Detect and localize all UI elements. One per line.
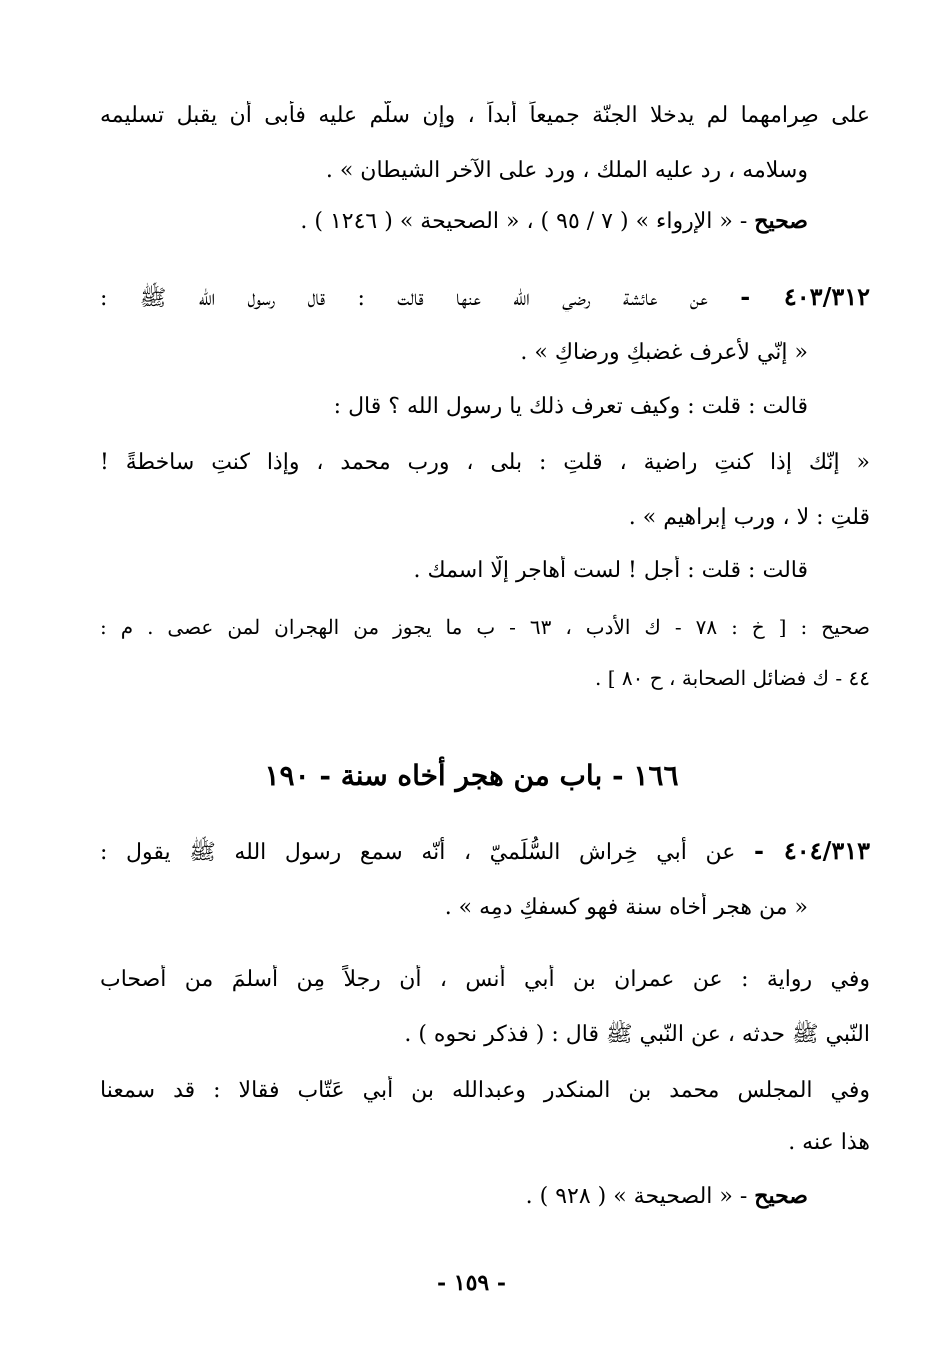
hadith-312-line-4: « إنّك إذا كنتِ راضية ، قلتِ : بلى ، ورب محمد ، وإذا كنتِ ساخطةً ! [100, 450, 870, 475]
hadith-number-313: ٤٠٤/٣١٣ - [753, 836, 870, 865]
hadith-312-first-line [100, 282, 870, 312]
hadith-312-text: عن عائشة رضي الله عنها قالت : قال رسول الله ﷺ : [100, 286, 708, 311]
hadith-312-line-3: قالت : قلت : وكيف تعرف ذلك يا رسول الله ؟ قال : [333, 394, 808, 419]
hadith-313-text: عن أبي خِراش السُّلَميّ ، أنّه سمع رسول الله ﷺ يقول : [100, 840, 736, 865]
source-line-2: صحيح : [ خ : ٧٨ - ك الأدب ، ٦٣ - ب ما يجوز من الهجران لمن عصى . م : [100, 615, 870, 639]
source-line-1: صحيح - « الإرواء » ( ٧ / ٩٥ ) ، « الصحيحة » ( ١٢٤٦ ) . [300, 208, 808, 234]
hadith-313-first-line [100, 836, 870, 866]
page-number: - ١٥٩ - [436, 1270, 507, 1296]
source-line-3: ٤٤ - ك فضائل الصحابة ، ح ٨٠ ] . [595, 666, 870, 690]
hadith-313-line-3: وفي رواية : عن عمران بن أبي أنس ، أن رجلاً مِن أسلمَ من أصحاب [100, 967, 870, 992]
hadith-312-quote: « إنّي لأعرف غضبكِ ورضاكِ » . [520, 340, 808, 365]
hadith-313-line-6: هذا عنه . [788, 1130, 870, 1155]
source-line-4: صحيح - « الصحيحة » ( ٩٢٨ ) . [525, 1183, 808, 1209]
text-line-1: على صِرامهما لم يدخلا الجنّة جميعاً أبداً ، وإن سلَّم عليه فأبى أن يقبل تسليمه [100, 103, 870, 128]
hadith-312-line-5: قلتِ : لا ، ورب إبراهيم » . [628, 505, 870, 530]
hadith-313-line-4: النّبي ﷺ حدثه ، عن النّبي ﷺ قال : ( فذكر نحوه ) . [404, 1022, 870, 1047]
hadith-313-line-5: وفي المجلس محمد بن المنكدر وعبدالله بن أبي عَتّاب فقالا : قد سمعنا [100, 1078, 870, 1103]
text-line-2: وسلامه ، رد عليه الملك ، ورد على الآخر الشيطان » . [325, 158, 808, 183]
hadith-number-312: ٤٠٣/٣١٢ - [740, 282, 870, 311]
chapter-heading: ١٦٦ - باب من هجر أخاه سنة - ١٩٠ [264, 759, 679, 792]
hadith-313-quote: « من هجر أخاه سنة فهو كسفكِ دمِه » . [444, 895, 808, 920]
hadith-312-line-6: قالت : قلت : أجل ! لست أهاجر إلّا اسمك . [413, 558, 808, 583]
